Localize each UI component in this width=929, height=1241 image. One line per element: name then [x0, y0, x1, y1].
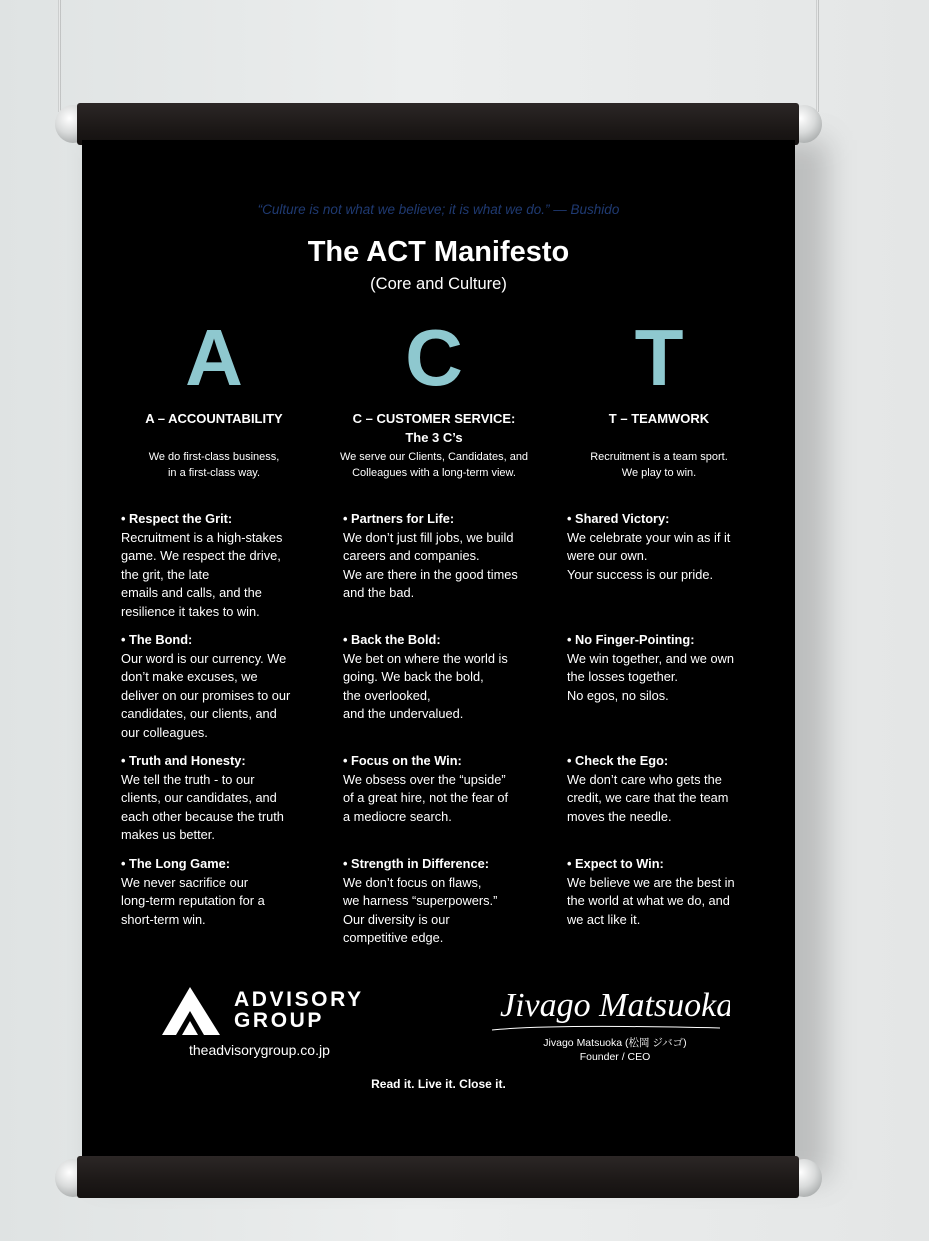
- column-head-teamwork: [569, 313, 749, 481]
- logo-line-2: GROUP: [234, 1009, 325, 1032]
- value-title: • The Bond:: [121, 632, 193, 647]
- description-accountability: We do first-class business, in a first-class way.: [148, 451, 280, 479]
- description-customer-service: We serve our Clients, Candidates, and Colleagues with a long-term view.: [339, 451, 529, 479]
- value-partners-for-life: [343, 510, 543, 603]
- value-expect-to-win: [567, 855, 767, 929]
- signature-script: Jivago Matsuoka: [500, 987, 730, 1024]
- value-title: • Check the Ego:: [567, 753, 669, 768]
- value-title: • No Finger-Pointing:: [567, 632, 695, 647]
- bottom-rod: [77, 1156, 799, 1198]
- signatory-name: Jivago Matsuoka (松岡 ジバゴ): [543, 1037, 687, 1049]
- description-teamwork: Recruitment is a team sport. We play to win.: [590, 451, 728, 479]
- value-body: We never sacrifice our long-term reputation for a short-term win.: [121, 874, 265, 927]
- column-head-accountability: [124, 313, 304, 481]
- website-url: theadvisorygroup.co.jp: [189, 1042, 330, 1058]
- value-body: Our word is our currency. We don’t make excuses, we deliver on our promises to our candidates, our clients, and our colleagues.: [121, 650, 291, 740]
- letter-a: A: [185, 313, 243, 402]
- value-the-bond: [121, 631, 321, 742]
- value-the-long-game: [121, 855, 321, 929]
- value-back-the-bold: [343, 631, 543, 724]
- tagline: Read it. Live it. Close it.: [371, 1077, 506, 1091]
- heading-teamwork: T – TEAMWORK: [608, 411, 710, 426]
- value-title: • Truth and Honesty:: [121, 753, 246, 768]
- value-check-the-ego: [567, 752, 767, 826]
- hanging-wire-right: [816, 0, 819, 112]
- manifesto-subtitle: (Core and Culture): [370, 275, 507, 293]
- value-strength-in-difference: [343, 855, 543, 948]
- signature-icon: [490, 980, 730, 1036]
- value-body: Recruitment is a high-stakes game. We respect the drive, the grit, the late emails and calls, and the resilience it takes to win.: [121, 529, 283, 619]
- value-respect-the-grit: [121, 510, 321, 621]
- mountain-logo-icon: [162, 985, 382, 1037]
- heading-accountability: A – ACCOUNTABILITY: [145, 411, 283, 426]
- value-shared-victory: [567, 510, 767, 584]
- bushido-quote: “Culture is not what we believe; it is what we do.” — Bushido: [257, 202, 620, 217]
- value-body: We bet on where the world is going. We back the bold, the overlooked, and the undervalued.: [343, 650, 508, 721]
- value-title: • Partners for Life:: [343, 511, 455, 526]
- letter-t: T: [634, 313, 684, 402]
- signatory-role: Founder / CEO: [579, 1051, 651, 1063]
- manifesto-banner: [82, 140, 795, 1162]
- value-body: We don’t just fill jobs, we build careers and companies. We are there in the good times and the bad.: [343, 529, 518, 600]
- value-title: • The Long Game:: [121, 856, 230, 871]
- value-body: We tell the truth - to our clients, our candidates, and each other because the truth makes us better.: [121, 771, 284, 842]
- signature-block: [490, 1036, 740, 1064]
- heading-customer-service: C – CUSTOMER SERVICE: The 3 C’s: [352, 411, 516, 445]
- value-body: We obsess over the “upside” of a great hire, not the fear of a mediocre search.: [343, 771, 509, 824]
- letter-c: C: [405, 313, 463, 402]
- value-title: • Expect to Win:: [567, 856, 664, 871]
- value-focus-on-the-win: [343, 752, 543, 826]
- value-title: • Strength in Difference:: [343, 856, 489, 871]
- value-body: We don’t focus on flaws, we harness “superpowers.” Our diversity is our competitive edge.: [343, 874, 498, 945]
- hanging-wire-left: [58, 0, 61, 112]
- value-body: We don’t care who gets the credit, we care that the team moves the needle.: [567, 771, 729, 824]
- value-title: • Respect the Grit:: [121, 511, 233, 526]
- value-body: We win together, and we own the losses together. No egos, no silos.: [567, 650, 734, 703]
- value-title: • Focus on the Win:: [343, 753, 462, 768]
- signature: [490, 980, 730, 1041]
- advisory-group-logo: [162, 985, 382, 1042]
- value-title: • Shared Victory:: [567, 511, 670, 526]
- manifesto-title: The ACT Manifesto: [307, 236, 570, 268]
- value-title: • Back the Bold:: [343, 632, 441, 647]
- value-truth-and-honesty: [121, 752, 321, 845]
- value-no-finger-pointing: [567, 631, 767, 705]
- logo-line-1: ADVISORY: [234, 988, 364, 1011]
- top-rod: [77, 103, 799, 145]
- value-body: We believe we are the best in the world at what we do, and we act like it.: [567, 874, 735, 927]
- column-head-customer-service: [324, 313, 544, 481]
- value-body: We celebrate your win as if it were our own. Your success is our pride.: [567, 529, 731, 582]
